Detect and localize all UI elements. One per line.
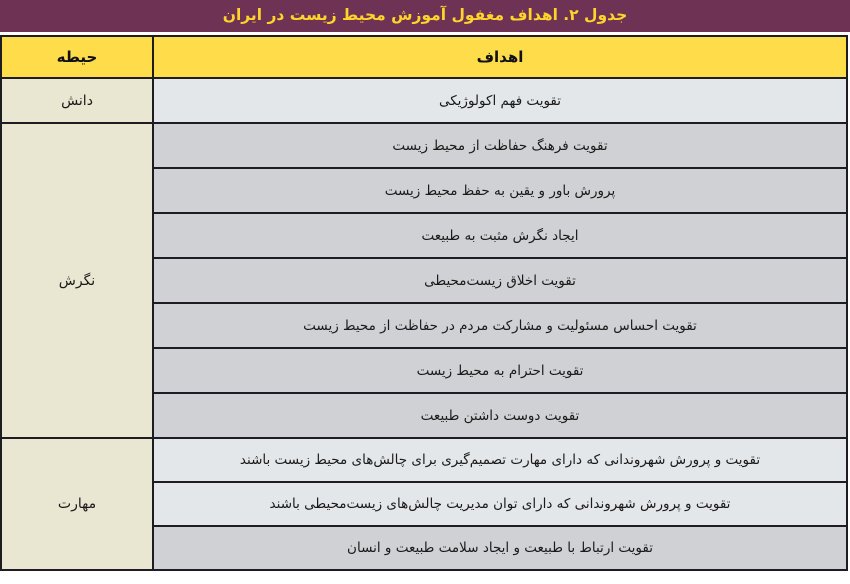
column-header-domain: حیطه <box>1 36 153 78</box>
goal-cell: ایجاد نگرش مثبت به طبیعت <box>153 213 847 258</box>
goal-cell: تقویت احساس مسئولیت و مشارکت مردم در حفاظت از محیط زیست <box>153 303 847 348</box>
goal-cell: تقویت اخلاق زیست‌محیطی <box>153 258 847 303</box>
table-caption-text: جدول ۲. اهداف مغفول آموزش محیط زیست در ایران <box>222 6 628 25</box>
goal-cell: تقویت فهم اکولوژیکی <box>153 78 847 123</box>
goal-cell: تقویت ارتباط با طبیعت و ایجاد سلامت طبیعت و انسان <box>153 526 847 570</box>
table-row <box>1 438 847 482</box>
goal-cell: تقویت دوست داشتن طبیعت <box>153 393 847 438</box>
column-header-goal: اهداف <box>153 36 847 78</box>
goal-cell: تقویت و پرورش شهروندانی که دارای توان مدیریت چالش‌های زیست‌محیطی باشند <box>153 482 847 526</box>
domain-cell-attitude: نگرش <box>1 123 153 438</box>
table-head <box>1 36 847 78</box>
goal-cell: پرورش باور و یقین به حفظ محیط زیست <box>153 168 847 213</box>
table-row <box>1 123 847 168</box>
goal-cell: تقویت احترام به محیط زیست <box>153 348 847 393</box>
goal-cell: تقویت و پرورش شهروندانی که دارای مهارت تصمیم‌گیری برای چالش‌های محیط زیست باشند <box>153 438 847 482</box>
table-header-row <box>1 36 847 78</box>
objectives-table <box>0 35 848 571</box>
domain-cell-skill: مهارت <box>1 438 153 570</box>
goal-cell: تقویت فرهنگ حفاظت از محیط زیست <box>153 123 847 168</box>
table-row <box>1 78 847 123</box>
domain-cell-knowledge: دانش <box>1 78 153 123</box>
table-body <box>1 78 847 570</box>
table-caption-bar <box>0 0 850 32</box>
table-container <box>0 35 850 571</box>
